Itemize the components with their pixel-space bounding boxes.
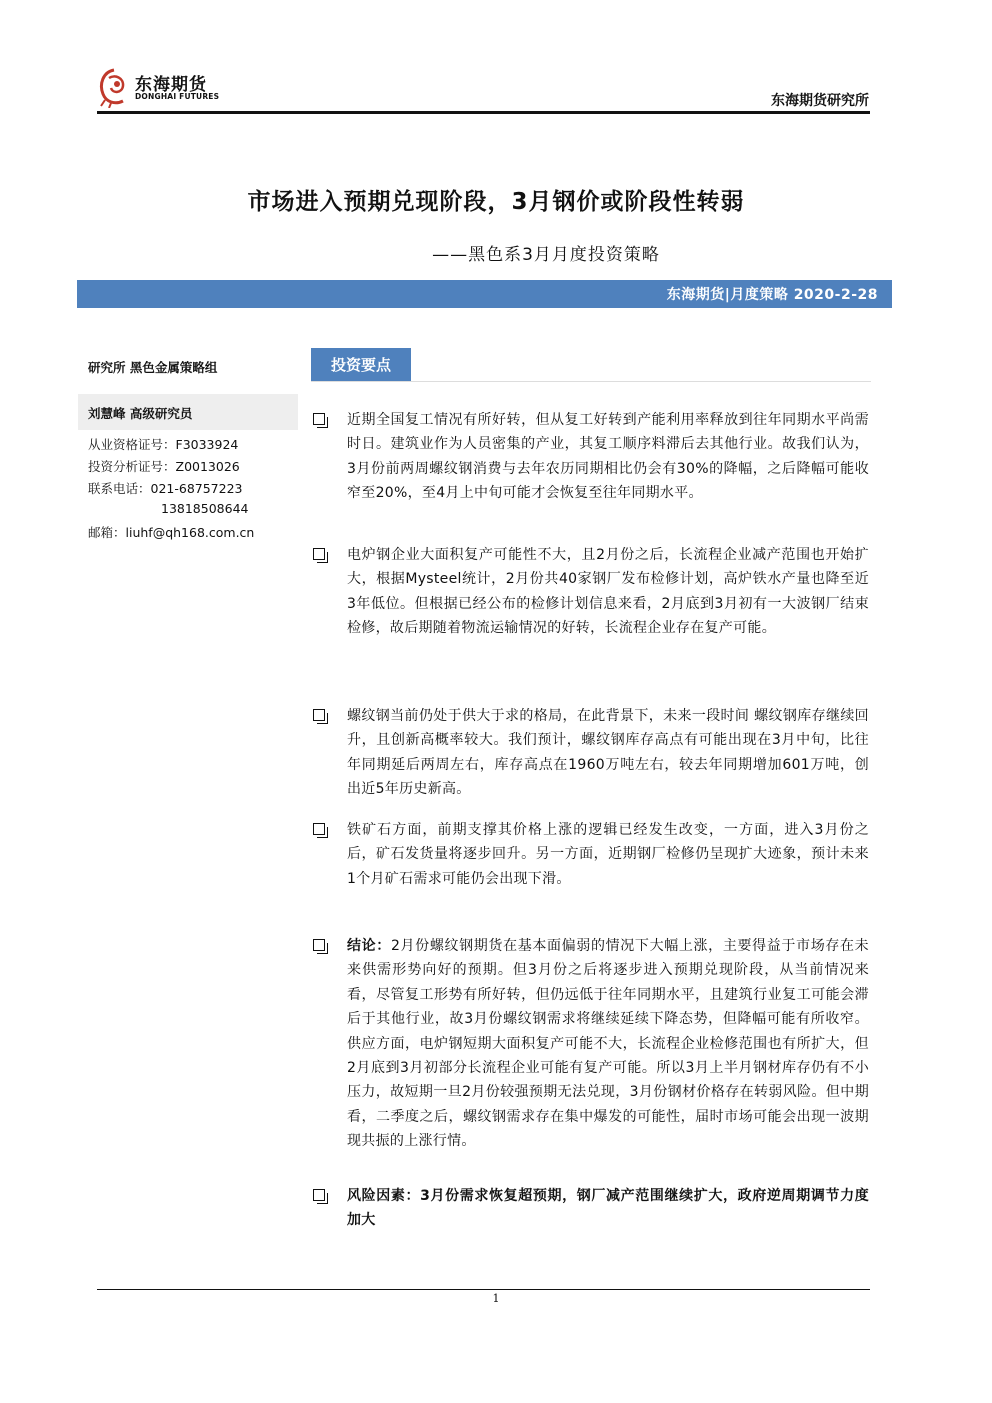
bullet-text (347, 1184, 869, 1233)
company-logo (97, 66, 227, 108)
section-title: 投资要点 (330, 356, 391, 374)
report-title: 市场进入预期兑现阶段，3月钢价或阶段性转弱 (247, 189, 745, 215)
phone-number-2: 13818508644 (161, 501, 249, 516)
bullet-lead: 结论： (347, 938, 391, 954)
bullet-body: 2月份螺纹钢期货在基本面偏弱的情况下大幅上涨，主要得益于市场存在未来供需形势向好的预期。但3月份之后将逐步进入预期兑现阶段，从当前情况来看，尽管复工形势有所好转，但仍远低于往年同期水平，且建筑行业复工可能会滞后于其他行业，故3月份螺纹钢需求将继续延续下降态势，但降幅可能有所收窄。供应方面，电炉钢短期大面积复产可能不大，长流程企业检修范围也有所扩大，但2月底到3月初部分长流程企业可能有复产可能。所以3月上半月钢材库存仍有不小压力，故短期一旦2月份较强预期无法兑现，3月份钢材价格存在转弱风险。但中期看，二季度之后，螺纹钢需求存在集中爆发的可能性，届时市场可能会出现一波期现共振的上涨行情。 (347, 938, 869, 1150)
checkbox-bullet-icon (313, 709, 325, 721)
checkbox-bullet-icon (313, 548, 325, 560)
header-divider (97, 111, 870, 114)
section-divider (311, 381, 871, 382)
institute-name: 东海期货研究所 (771, 93, 869, 109)
bullet-text: 铁矿石方面，前期支撑其价格上涨的逻辑已经发生改变，一方面，进入3月份之后，矿石发货量将逐步回升。另一方面，近期钢厂检修仍呈现扩大迹象，预计未来1个月矿石需求可能仍会出现下滑。 (347, 822, 869, 887)
report-band-text: 东海期货|月度策略 2020-2-28 (666, 287, 878, 303)
advisory-number: 投资分析证号：Z0013026 (88, 459, 240, 474)
checkbox-bullet-icon (313, 1189, 325, 1201)
bullet-lead: 风险因素： (347, 1188, 421, 1204)
report-subtitle: ——黑色系3月月度投资策略 (432, 245, 660, 265)
bullet-text: 近期全国复工情况有所好转，但从复工好转到产能利用率释放到往年同期水平尚需时日。建筑业作为人员密集的产业，其复工顺序料滞后去其他行业。故我们认为，3月份前两周螺纹钢消费与去年农历同期相比仍会有30%的降幅，之后降幅可能收窄至20%，至4月上中旬可能才会恢复至往年同期水平。 (347, 412, 869, 502)
logo-english-text: DONGHAI FUTURES (135, 92, 220, 101)
email-address: 邮箱：liuhf@qh168.com.cn (88, 525, 255, 540)
section-header (311, 348, 411, 381)
analyst-name: 刘慧峰 高级研究员 (88, 406, 193, 421)
page-number: 1 (492, 1292, 500, 1305)
qualification-number: 从业资格证号：F3033924 (88, 437, 239, 452)
dragon-logo-icon (97, 66, 131, 108)
department-name: 研究所 黑色金属策略组 (88, 360, 218, 375)
logo-chinese-text: 东海期货 (135, 75, 207, 95)
bullet-body: 3月份需求恢复超预期，钢厂减产范围继续扩大，政府逆周期调节力度加大 (347, 1188, 869, 1229)
footer-divider (97, 1289, 870, 1290)
checkbox-bullet-icon (313, 939, 325, 951)
checkbox-bullet-icon (313, 413, 325, 425)
bullet-text: 螺纹钢当前仍处于供大于求的格局，在此背景下，未来一段时间 螺纹钢库存继续回升，且创新高概率较大。我们预计，螺纹钢库存高点有可能出现在3月中旬，比往年同期延后两周左右，库存高点在1960万吨左右，较去年同期增加601万吨，创出近5年历史新高。 (347, 708, 869, 798)
report-band (77, 280, 892, 308)
checkbox-bullet-icon (313, 823, 325, 835)
bullet-text (347, 934, 869, 1154)
bullet-text: 电炉钢企业大面积复产可能性不大，且2月份之后，长流程企业减产范围也开始扩大，根据Mysteel统计，2月份共40家钢厂发布检修计划，高炉铁水产量也降至近3年低位。但根据已经公布的检修计划信息来看，2月底到3月初有一大波钢厂结束检修，故后期随着物流运输情况的好转，长流程企业存在复产可能。 (347, 547, 869, 637)
phone-number: 联系电话：021-68757223 (88, 481, 243, 496)
